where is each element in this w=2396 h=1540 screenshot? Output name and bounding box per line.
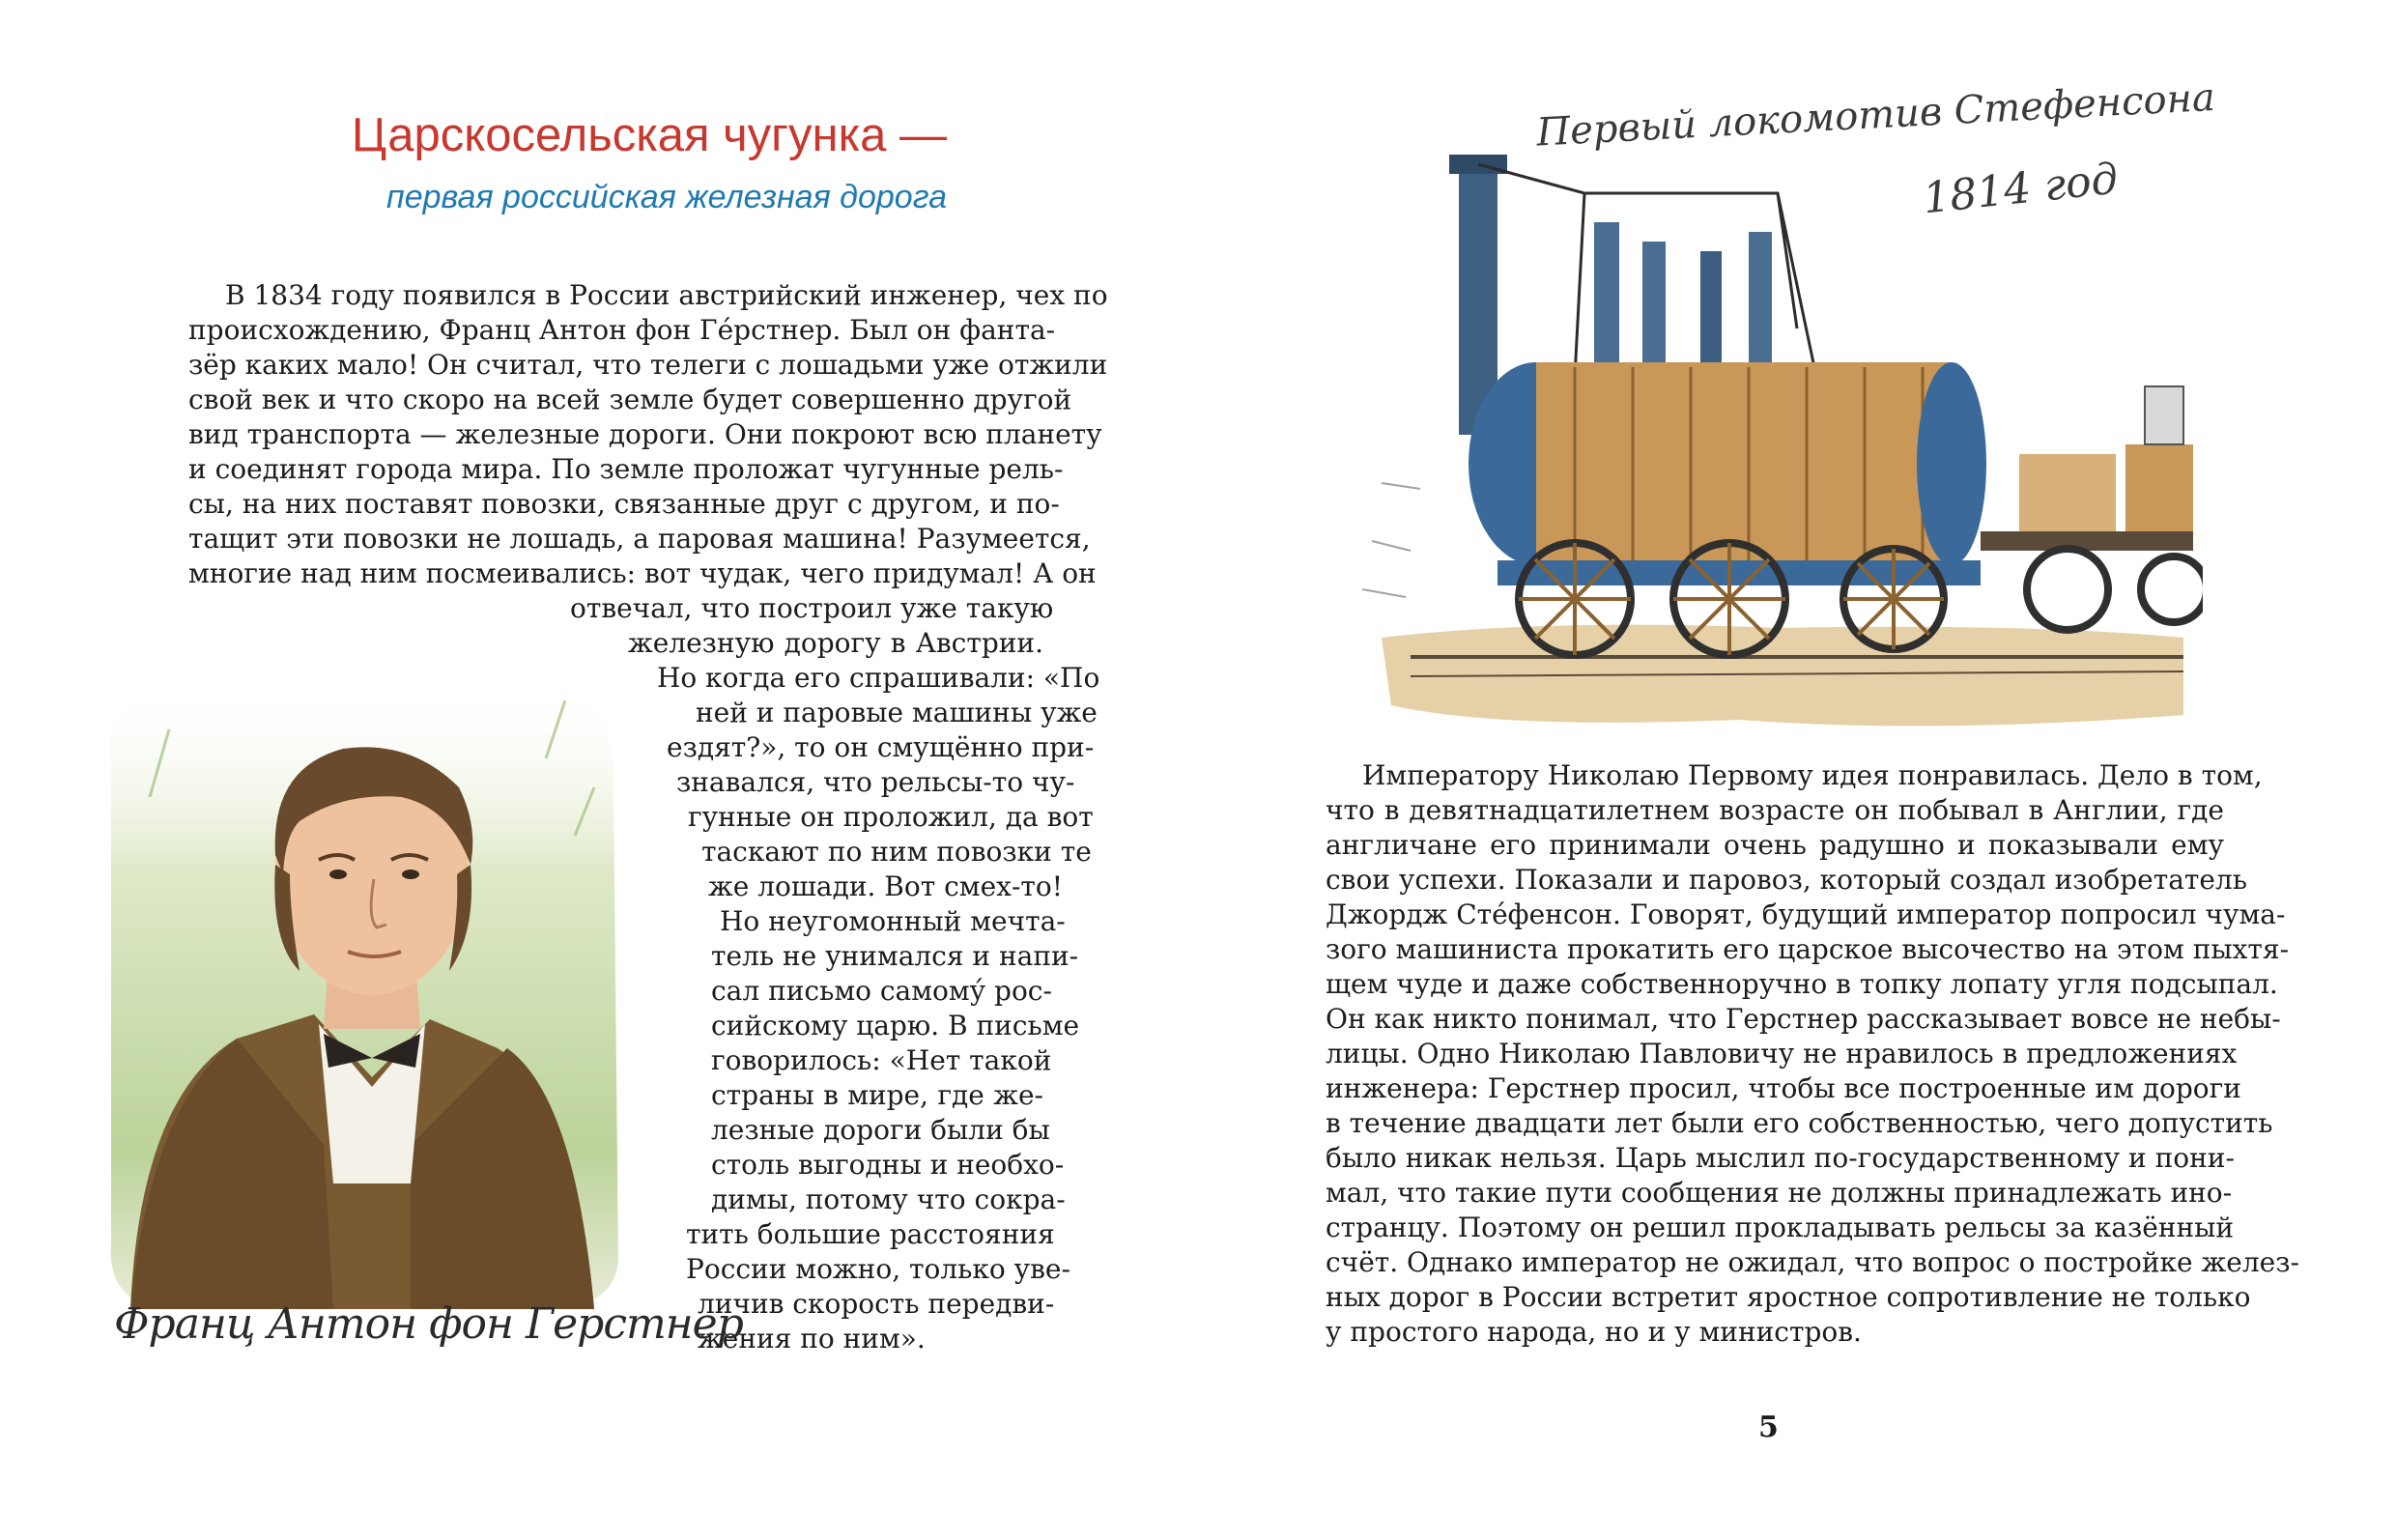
text-line: сы, на них поставят повозки, связанные друг с другом, и по- bbox=[188, 488, 1060, 520]
text-line: счёт. Однако император не ожидал, что вопрос о постройке желез- bbox=[1326, 1246, 2299, 1278]
text-line: сал письмо самому́ рос- bbox=[711, 975, 1052, 1007]
locomotive-illustration bbox=[1353, 135, 2203, 734]
text-line: Но неугомонный мечта- bbox=[720, 905, 1066, 937]
chapter-subtitle: первая российская железная дорога bbox=[386, 179, 947, 215]
text-line: знавался, что рельсы-то чу- bbox=[676, 766, 1075, 798]
text-line: в течение двадцати лет были его собственностью, чего допустить bbox=[1326, 1107, 2273, 1139]
text-line: мал, что такие пути сообщения не должны принадлежать ино- bbox=[1326, 1177, 2233, 1209]
portrait-illustration bbox=[92, 642, 633, 1338]
text-line: гунные он проложил, да вот bbox=[688, 801, 1094, 833]
text-line: вид транспорта — железные дороги. Они покроют всю планету bbox=[188, 418, 1102, 450]
text-line: тель не унимался и напи- bbox=[711, 940, 1079, 972]
text-line: ездят?», то он смущённо при- bbox=[667, 731, 1095, 763]
text-line: странцу. Поэтому он решил прокладывать рельсы за казённый bbox=[1326, 1212, 2235, 1243]
text-line: щем чуде и даже собственноручно в топку лопату угля подсыпал. bbox=[1326, 968, 2278, 1000]
locomotive-year: 1814 год bbox=[1920, 154, 2121, 224]
text-line: железную дорогу в Австрии. bbox=[628, 627, 1043, 659]
text-line: таскают по ним повозки те bbox=[701, 836, 1092, 868]
page-number: 5 bbox=[1758, 1411, 1779, 1444]
text-line: зёр каких мало! Он считал, что телеги с лошадьми уже отжили bbox=[188, 349, 1108, 381]
text-line: ней и паровые машины уже bbox=[696, 697, 1098, 728]
text-line: столь выгодны и необхо- bbox=[711, 1149, 1065, 1181]
text-line: В 1834 году появился в России австрийский инженер, чех по bbox=[225, 279, 1108, 311]
text-line: страны в мире, где же- bbox=[711, 1079, 1043, 1111]
text-line: личив скорость передви- bbox=[698, 1288, 1055, 1320]
text-line: ных дорог в России встретит яростное сопротивление не только bbox=[1326, 1281, 2251, 1313]
chapter-title: Царскосельская чугунка — bbox=[351, 109, 947, 161]
text-line: России можно, только уве- bbox=[686, 1253, 1070, 1285]
text-line: и соединят города мира. По земле проложат чугунные рель- bbox=[188, 453, 1064, 485]
text-line: Но когда его спрашивали: «По bbox=[657, 662, 1100, 694]
text-line: что в девятнадцатилетнем возрасте он побывал в Англии, где bbox=[1326, 794, 2224, 826]
text-line: димы, потому что сокра- bbox=[711, 1184, 1066, 1215]
text-line: Джордж Сте́фенсон. Говорят, будущий император попросил чума- bbox=[1326, 898, 2286, 930]
text-line: зого машиниста прокатить его царское высочество на этом пыхтя- bbox=[1326, 933, 2290, 965]
text-line: сийскому царю. В письме bbox=[711, 1010, 1080, 1041]
text-line: свои успехи. Показали и паровоз, который создал изобретатель bbox=[1326, 864, 2248, 896]
text-line: лезные дороги были бы bbox=[711, 1114, 1050, 1146]
text-line: тащит эти повозки не лошадь, а паровая машина! Разумеется, bbox=[188, 523, 1091, 555]
text-line: англичане его принимали очень радушно и показывали ему bbox=[1326, 829, 2224, 861]
text-line: же лошади. Вот смех-то! bbox=[708, 870, 1064, 902]
text-line: отвечал, что построил уже такую bbox=[570, 592, 1054, 624]
text-line: Он как никто понимал, что Герстнер рассказывает вовсе не небы- bbox=[1326, 1003, 2281, 1035]
text-line: лицы. Одно Николаю Павловичу не нравилось в предложениях bbox=[1326, 1038, 2238, 1069]
text-line: говорилось: «Нет такой bbox=[711, 1044, 1052, 1076]
text-line: Императору Николаю Первому идея понравилась. Дело в том, bbox=[1362, 759, 2263, 791]
text-line: инженера: Герстнер просил, чтобы все построенные им дороги bbox=[1326, 1072, 2241, 1104]
text-line: происхождению, Франц Антон фон Ге́рстнер. Был он фанта- bbox=[188, 314, 1056, 346]
text-line: тить большие расстояния bbox=[686, 1218, 1055, 1250]
text-line: у простого народа, но и у министров. bbox=[1326, 1316, 1862, 1348]
text-line: жения по ним». bbox=[698, 1323, 926, 1355]
locomotive-caption: Первый локомотив Стефенсона bbox=[1535, 74, 2216, 156]
text-line: многие над ним посмеивались: вот чудак, чего придумал! А он bbox=[188, 557, 1097, 589]
text-line: свой век и что скоро на всей земле будет совершенно другой bbox=[188, 384, 1072, 415]
text-line: было никак нельзя. Царь мыслил по-государственному и пони- bbox=[1326, 1142, 2235, 1174]
portrait-signature: Франц Антон фон Герстнер bbox=[114, 1299, 743, 1349]
